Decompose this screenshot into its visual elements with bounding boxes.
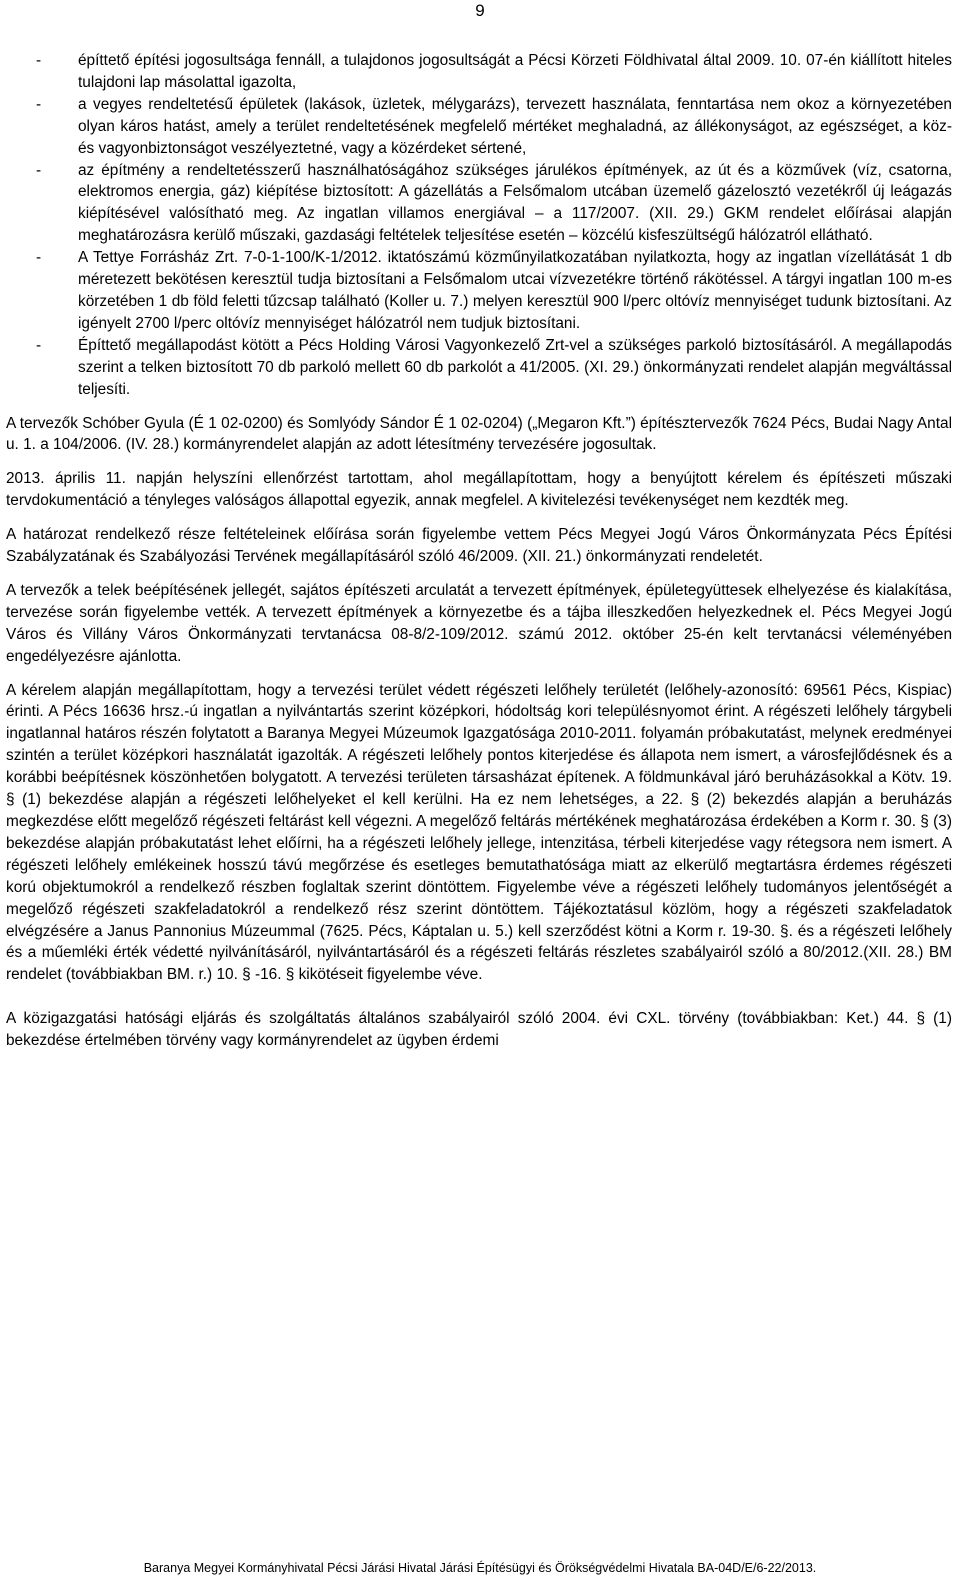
page-number: 9 <box>475 1 485 20</box>
list-item: - építtető építési jogosultsága fennáll, a tulajdonos jogosultságát a Pécsi Körzeti Földhivatal által 2009. 10. 07-én kiállított hiteles tulajdoni lap másolattal igazolta, <box>6 50 952 94</box>
list-item: - A Tettye Forrásház Zrt. 7-0-1-100/K-1/2012. iktatószámú közműnyilatkozatában nyilatkozta, hogy az ingatlan vízellátását 1 db méretezett bekötésen keresztül tudja biztosítani a Felsőmalom utcai vízvezetékre történő rákötéssel. A tárgyi ingatlan 100 m-es körzetében 1 db föld feletti tűzcsap található (Koller u. 7.) melyen keresztül 900 l/perc oltóvíz mennyiséget tudunk biztosítani. Az igényelt 2700 l/perc oltóvíz mennyiséget hálózatról nem tudjuk biztosítani. <box>6 247 952 335</box>
page-footer: Baranya Megyei Kormányhivatal Pécsi Járási Hivatal Járási Építésügyi és Örökségvédelmi Hivatala BA-04D/E/6-22/2013. <box>143 1561 817 1575</box>
list-item: - az építmény a rendeltetésszerű használhatóságához szükséges járulékos építmények, az út és a közművek (víz, csatorna, elektromos energia, gáz) kiépítése biztosított: A gázellátás a Felsőmalom utcában üzemelő gázelosztó vezetékről új leágazás kiépítésével valósítható meg. Az ingatlan villamos energiával – a 117/2007. (XII. 29.) GKM rendelet előírásai alapján meghatározásra kerülő műszaki, gazdasági feltételek teljesítése esetén – közcélú kisfeszültségű hálózatról ellátható. <box>6 160 952 248</box>
paragraph-procedure: A közigazgatási hatósági eljárás és szolgáltatás általános szabályairól szóló 2004. évi CXL. törvény (továbbiakban: Ket.) 44. § (1) bekezdése értelmében törvény vagy kormányrendelet az ügyben érdemi <box>6 1010 952 1050</box>
document-body <box>6 50 952 1064</box>
paragraph-archaeology: A kérelem alapján megállapítottam, hogy a tervezési terület védett régészeti lelőhely területét (lelőhely-azonosító: 69561 Pécs, Kispiac) érinti. A Pécs 16636 hrsz.-ú ingatlan a nyilvántartás szerint középkori, hódoltság kori településnyomot érint. A régészeti lelőhely tárgybeli ingatlannal határos részén folytatott a Baranya Megyei Múzeumok Igazgatósága 2010-2011. folyamán próbakutatást, melynek eredményei szintén a terület középkori használatát igazolták. A régészeti lelőhely pontos kiterjedése és állapota nem ismert, a városfejlődésnek és a korábbi beépítésnek köszönhetően bolygatott. A tervezési területen társasházat építenek. A földmunkával járó beruházásokkal a Kötv. 19. § (1) bekezdése alapján a régészeti lelőhelyeket el kell kerülni. Ha ez nem lehetséges, a 22. § (2) bekezdés alapján a beruházás megkezdése előtt megelőző régészeti feltárást kell végezni. A megelőző feltárás mértékének meghatározása érdekében a Korm r. 30. § (3) bekezdése alapján próbakutatást lehet előírni, ha a régészeti lelőhely jellege, intenzitása, térbeli kiterjedése vagy rétegsora nem ismert. A régészeti lelőhely emlékeinek hosszú távú megőrzése és esetleges bemutathatósága miatt az elkerülő megtartásra érdemes régészeti korú objektumokról a rendelkező részben foglaltak szerint döntöttem. Figyelembe véve a régészeti lelőhely tudományos jelentőségét a megelőző régészeti szakfeladatokról a rendelkező rész szerint döntöttem. Tájékoztatásul közlöm, hogy a régészeti szakfeladatok elvégzésére a Janus Pannonius Múzeummal (7625. Pécs, Káptalan u. 5.) kell szerződést kötni a Korm r. 19-30. §. és a régészeti lelőhely és a műemléki érték védetté nyilvánításáról, nyilvántartásáról és a régészeti feltárás részletes szabályairól szóló a 80/2012.(XII. 28.) BM rendelet (továbbiakban BM. r.) 10. § -16. § kikötéseit figyelembe véve. <box>6 681 952 984</box>
paragraph-regulation: A határozat rendelkező része feltételeinek előírása során figyelembe vettem Pécs Megyei Jogú Város Önkormányzata Pécs Építési Szabályzatának és Szabályozási Tervének megállapításáról szóló 46/2009. (XII. 21.) önkormányzati rendeletét. <box>6 526 952 566</box>
paragraph-design-council: A tervezők a telek beépítésének jellegét, sajátos építészeti arculatát a tervezett építmények, épületegyüttesek elhelyezése és kialakítása, tervezése során figyelembe vették. A tervezett építmények a környezetbe és a tájba illeszkedően helyezkednek el. Pécs Megyei Jogú Város és Villány Város Önkormányzati tervtanácsa 08-8/2-109/2012. számú 2012. október 25-én kelt tervtanácsi véleményében engedélyezésre ajánlotta. <box>6 581 952 665</box>
condition-list <box>6 50 952 401</box>
paragraph-designers: A tervezők Schóber Gyula (É 1 02-0200) és Somlyódy Sándor É 1 02-0204) („Megaron Kft.”) építésztervezők 7624 Pécs, Budai Nagy Antal u. 1. a 104/2006. (IV. 28.) kormányrendelet alapján az adott létesítmény tervezésére jogosultak. <box>6 414 952 454</box>
list-item: - a vegyes rendeltetésű épületek (lakások, üzletek, mélygarázs), tervezett használata, fenntartása nem okoz a környezetében olyan káros hatást, amely a terület rendeltetésének megfelelő mértéket meghaladná, az állékonyságot, az egészséget, a köz- és vagyonbiztonságot veszélyeztetné, vagy a közérdeket sértené, <box>6 94 952 160</box>
list-item: - Építtető megállapodást kötött a Pécs Holding Városi Vagyonkezelő Zrt-vel a szükséges parkoló biztosításáról. A megállapodás szerint a telken biztosított 70 db parkoló mellett 60 db parkolót a 41/2005. (XI. 29.) önkormányzati rendelet alapján megváltással teljesíti. <box>6 335 952 401</box>
paragraph-inspection: 2013. április 11. napján helyszíni ellenőrzést tartottam, ahol megállapítottam, hogy a benyújtott kérelem és építészeti műszaki tervdokumentáció a tényleges valóságos állapottal egyezik, annak megfelel. A kivitelezési tevékenységet nem kezdték meg. <box>6 470 952 510</box>
